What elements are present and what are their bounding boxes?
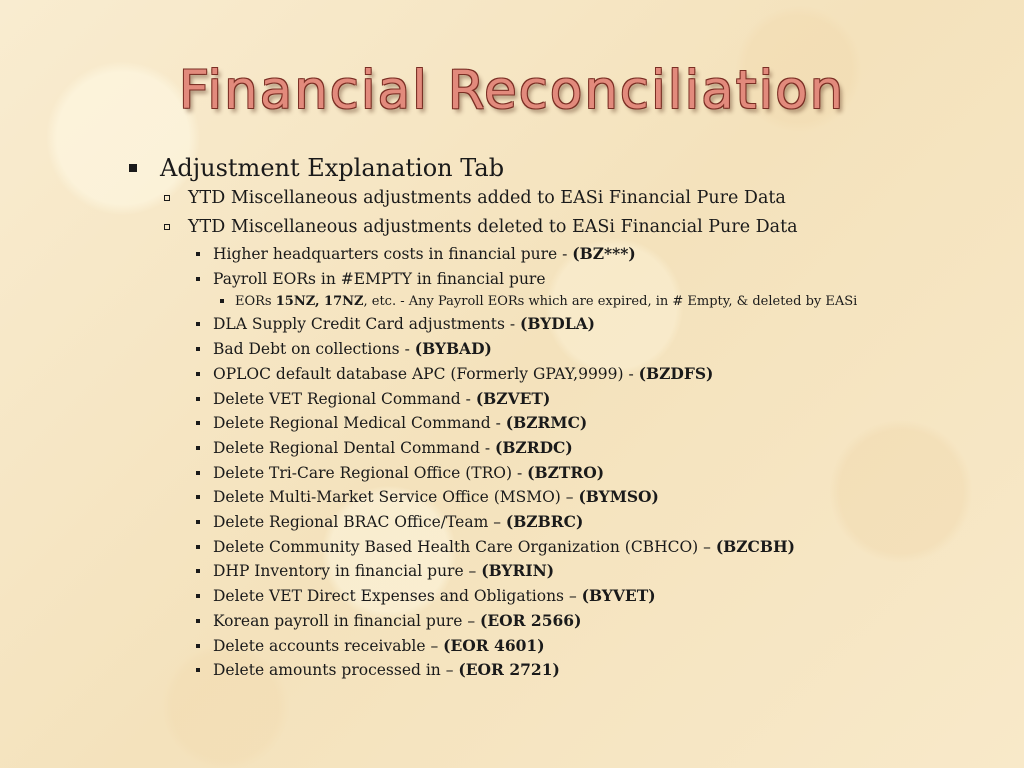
small-square-bullet-icon	[196, 619, 200, 623]
small-square-bullet-icon	[196, 446, 200, 450]
item-code: (BZBRC)	[505, 512, 584, 532]
item-code: (BYDLA)	[520, 314, 595, 334]
small-square-bullet-icon	[196, 644, 200, 648]
bullet-level3-item	[128, 362, 988, 387]
bullet-level2-item	[128, 184, 988, 213]
item-text: Korean payroll in financial pure –	[213, 611, 480, 630]
heading-text: Adjustment Explanation Tab	[160, 154, 505, 182]
bullet-level1-item	[128, 152, 988, 184]
item-code: (BZVET)	[475, 388, 551, 408]
note-codes: 15NZ, 17NZ	[275, 294, 364, 310]
item-code: (BYMSO)	[578, 487, 659, 507]
slide-content	[128, 152, 988, 683]
item-code: (EOR 2721)	[458, 660, 560, 680]
item-code: (BZRMC)	[505, 413, 588, 433]
item-text: Delete accounts receivable –	[213, 636, 444, 655]
item-text: Bad Debt on collections -	[213, 340, 415, 359]
item-text: Delete Regional BRAC Office/Team –	[213, 513, 506, 532]
bullet-level4-item	[128, 291, 988, 312]
item-code: (BYVET)	[581, 586, 656, 606]
item-text: DHP Inventory in financial pure –	[213, 562, 482, 581]
bullet-level3-item	[128, 658, 988, 683]
small-square-bullet-icon	[196, 520, 200, 524]
square-bullet-icon	[129, 164, 137, 172]
item-text: Delete Multi-Market Service Office (MSMO) –	[213, 488, 579, 507]
bullet-level3-item	[128, 387, 988, 412]
item-text: Higher headquarters costs in financial pure -	[213, 245, 573, 263]
item-text: Payroll EORs in #EMPTY in financial pure	[213, 269, 546, 288]
small-square-bullet-icon	[196, 322, 200, 326]
item-text: Delete VET Regional Command -	[213, 389, 476, 408]
bullet-level3-item	[128, 267, 988, 292]
item-text: Delete amounts processed in –	[213, 661, 459, 680]
bullet-level3-item	[128, 461, 988, 486]
small-square-bullet-icon	[196, 495, 200, 499]
note-suffix: , etc. - Any Payroll EORs which are expired, in # Empty, & deleted by EASi	[363, 294, 858, 310]
bullet-level3-item	[128, 485, 988, 510]
small-square-bullet-icon	[196, 347, 200, 351]
bullet-level3-item	[128, 411, 988, 436]
bullet-level3-item	[128, 312, 988, 337]
item-code: (EOR 2566)	[480, 610, 582, 630]
small-square-bullet-icon	[220, 299, 224, 303]
small-square-bullet-icon	[196, 372, 200, 376]
small-square-bullet-icon	[196, 397, 200, 401]
bullet-level3-item	[128, 609, 988, 634]
note-prefix: EORs	[235, 294, 276, 310]
item-text: Delete Regional Medical Command -	[213, 414, 506, 433]
bullet-level3-item	[128, 510, 988, 535]
hollow-square-bullet-icon	[164, 195, 170, 201]
small-square-bullet-icon	[196, 569, 200, 573]
item-text: Delete Tri-Care Regional Office (TRO) -	[213, 463, 528, 482]
item-code: (BZCBH)	[715, 536, 795, 556]
item-text: Delete VET Direct Expenses and Obligations –	[213, 587, 582, 606]
small-square-bullet-icon	[196, 471, 200, 475]
item-code: (BZTRO)	[527, 462, 605, 482]
small-square-bullet-icon	[196, 252, 200, 256]
small-square-bullet-icon	[196, 594, 200, 598]
small-square-bullet-icon	[196, 277, 200, 281]
bullet-level3-item	[128, 559, 988, 584]
item-text: Delete Community Based Health Care Organization (CBHCO) –	[213, 537, 716, 556]
bullet-level3-item	[128, 436, 988, 461]
item-text: OPLOC default database APC (Formerly GPAY,9999) -	[213, 364, 639, 383]
small-square-bullet-icon	[196, 545, 200, 549]
bullet-level2-item	[128, 213, 988, 242]
bullet-level3-item	[128, 634, 988, 659]
hollow-square-bullet-icon	[164, 224, 170, 230]
small-square-bullet-icon	[196, 668, 200, 672]
sub-item-text: YTD Miscellaneous adjustments deleted to EASi Financial Pure Data	[188, 217, 798, 237]
page-title: Financial Reconciliation	[178, 60, 846, 121]
sub-item-text: YTD Miscellaneous adjustments added to EASi Financial Pure Data	[188, 188, 786, 208]
item-code: (BYRIN)	[481, 561, 555, 581]
bullet-level3-item	[128, 584, 988, 609]
bullet-level3-item	[128, 535, 988, 560]
bullet-level3-item	[128, 242, 988, 267]
item-code: (BZDFS)	[638, 363, 714, 383]
small-square-bullet-icon	[196, 421, 200, 425]
adjustment-list	[128, 312, 988, 683]
bullet-level3-item	[128, 337, 988, 362]
item-code: (BZ***)	[572, 244, 636, 263]
item-code: (BZRDC)	[494, 437, 573, 457]
item-text: Delete Regional Dental Command -	[213, 438, 495, 457]
item-code: (BYBAD)	[414, 339, 492, 359]
item-text: DLA Supply Credit Card adjustments -	[213, 315, 521, 334]
item-code: (EOR 4601)	[443, 635, 545, 655]
